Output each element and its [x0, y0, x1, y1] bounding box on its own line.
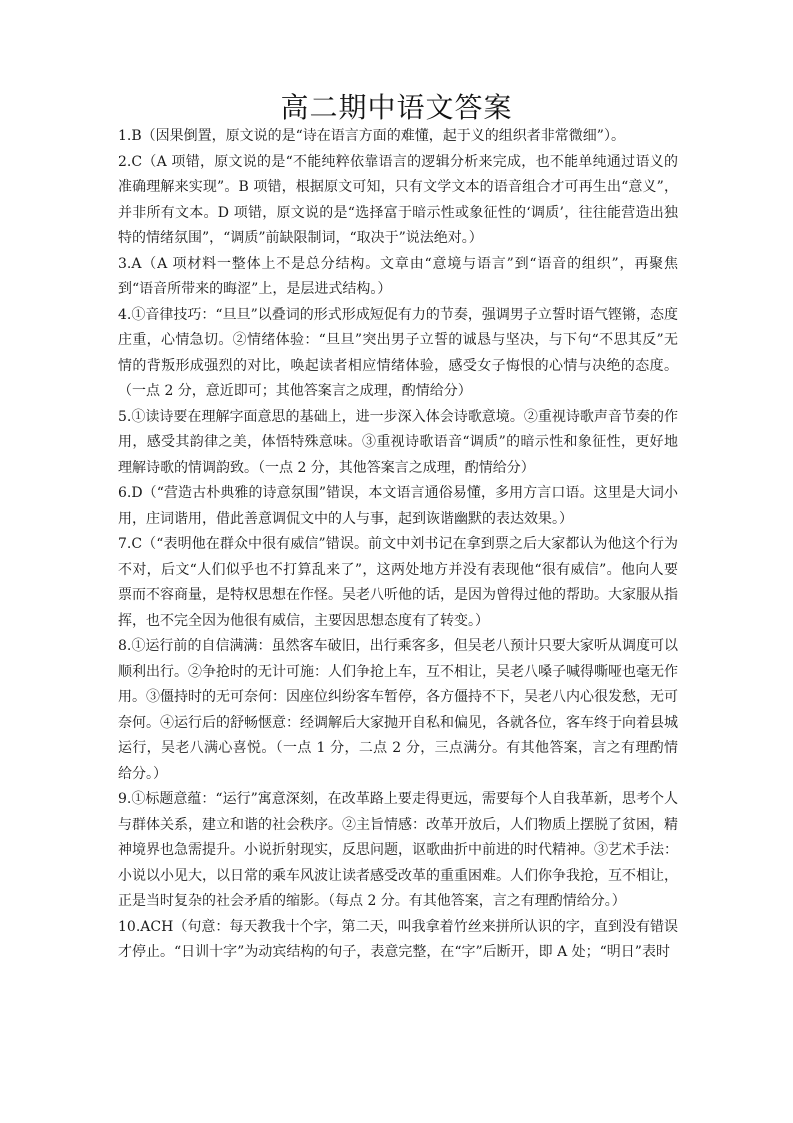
- answer-item-1: 1.B（因果倒置，原文说的是“诗在语言方面的难懂，起于义的组织者非常微细”）。: [118, 128, 625, 144]
- answer-item-2: 2.C（A 项错，原文说的是“不能纯粹依靠语言的逻辑分析来完成，也不能单纯通过语义的准确理解来实现”。B 项错，根据原文可知，只有文学文本的语音组合才可再生出“意义”，并非所有文本。D 项错，原文说的是“选择富于暗示性或象征性的‘调质’，往往能营造出独特的情绪氛围”，“调质”前缺限制词，“取决于”说法绝对。）: [118, 153, 678, 246]
- answer-item-3: 3.A（A 项材料一整体上不是总分结构。文章由“意境与语言”到“语音的组织”，再聚焦到“语音所带来的晦涩”上，是层进式结构。）: [118, 255, 678, 297]
- answer-item-5: 5.①读诗要在理解字面意思的基础上，进一步深入体会诗歌意境。②重视诗歌声音节奏的作用，感受其韵律之美，体悟特殊意味。③重视诗歌语音“调质”的暗示性和象征性，更好地理解诗歌的情调韵致。（一点 2 分，其他答案言之成理，酌情给分）: [118, 408, 678, 476]
- page-title: 高二期中语文答案: [280, 91, 513, 124]
- answer-item-9: 9.①标题意蕴：“运行”寓意深刻，在改革路上要走得更远，需要每个人自我革新，思考个人与群体关系，建立和谐的社会秩序。②主旨情感：改革开放后，人们物质上摆脱了贫困，精神境界也急需提升。小说折射现实，反思问题，讴歌曲折中前进的时代精神。③艺术手法：小说以小见大，以日常的乘车风波让读者感受改革的重重困难。人们你争我抢，互不相让，正是当时复杂的社会矛盾的缩影。（每点 2 分。有其他答案，言之有理酌情给分。）: [118, 791, 678, 909]
- answer-item-10: 10.ACH（句意：每天教我十个字，第二天，叫我拿着竹丝来拼所认识的字，直到没有错误才停止。“日训十字”为动宾结构的句子，表意完整，在“字”后断开，即 A 处；“明日”表时: [118, 918, 678, 960]
- answer-item-4: 4.①音律技巧：“旦旦”以叠词的形式形成短促有力的节奏，强调男子立誓时语气铿锵，态度庄重，心情急切。②情绪体验：“旦旦”突出男子立誓的诚恳与坚决，与下句“不思其反”无情的背叛形成强烈的对比，唤起读者相应情绪体验，感受女子悔恨的心情与决绝的态度。（一点 2 分，意近即可；其他答案言之成理，酌情给分）: [118, 306, 678, 399]
- answer-item-6: 6.D（“营造古朴典雅的诗意氛围”错误，本文语言通俗易懂，多用方言口语。这里是大词小用，庄词谐用，借此善意调侃文中的人与事，起到诙谐幽默的表达效果。）: [118, 485, 678, 527]
- answer-item-7: 7.C（“表明他在群众中很有威信”错误。前文中刘书记在拿到票之后大家都认为他这个行为不对，后文“人们似乎也不打算乱来了”，这两处地方并没有表现他“很有威信”。他向人要票而不容商量，是特权思想在作怪。吴老八听他的话，是因为曾得过他的帮助。大家服从指挥，也不完全因为他很有威信，主要因思想态度有了转变。）: [118, 536, 678, 629]
- answer-item-8: 8.①运行前的自信满满：虽然客车破旧，出行乘客多，但吴老八预计只要大家听从调度可以顺利出行。②争抢时的无计可施：人们争抢上车，互不相让，吴老八嗓子喊得嘶哑也毫无作用。③僵持时的无可奈何：因座位纠纷客车暂停，各方僵持不下，吴老八内心很发愁，无可奈何。④运行后的舒畅惬意：经调解后大家抛开自私和偏见，各就各位，客车终于向着县城运行，吴老八满心喜悦。（一点 1 分，二点 2 分，三点满分。有其他答案，言之有理酌情给分。）: [118, 638, 678, 782]
- answer-list: [118, 124, 678, 966]
